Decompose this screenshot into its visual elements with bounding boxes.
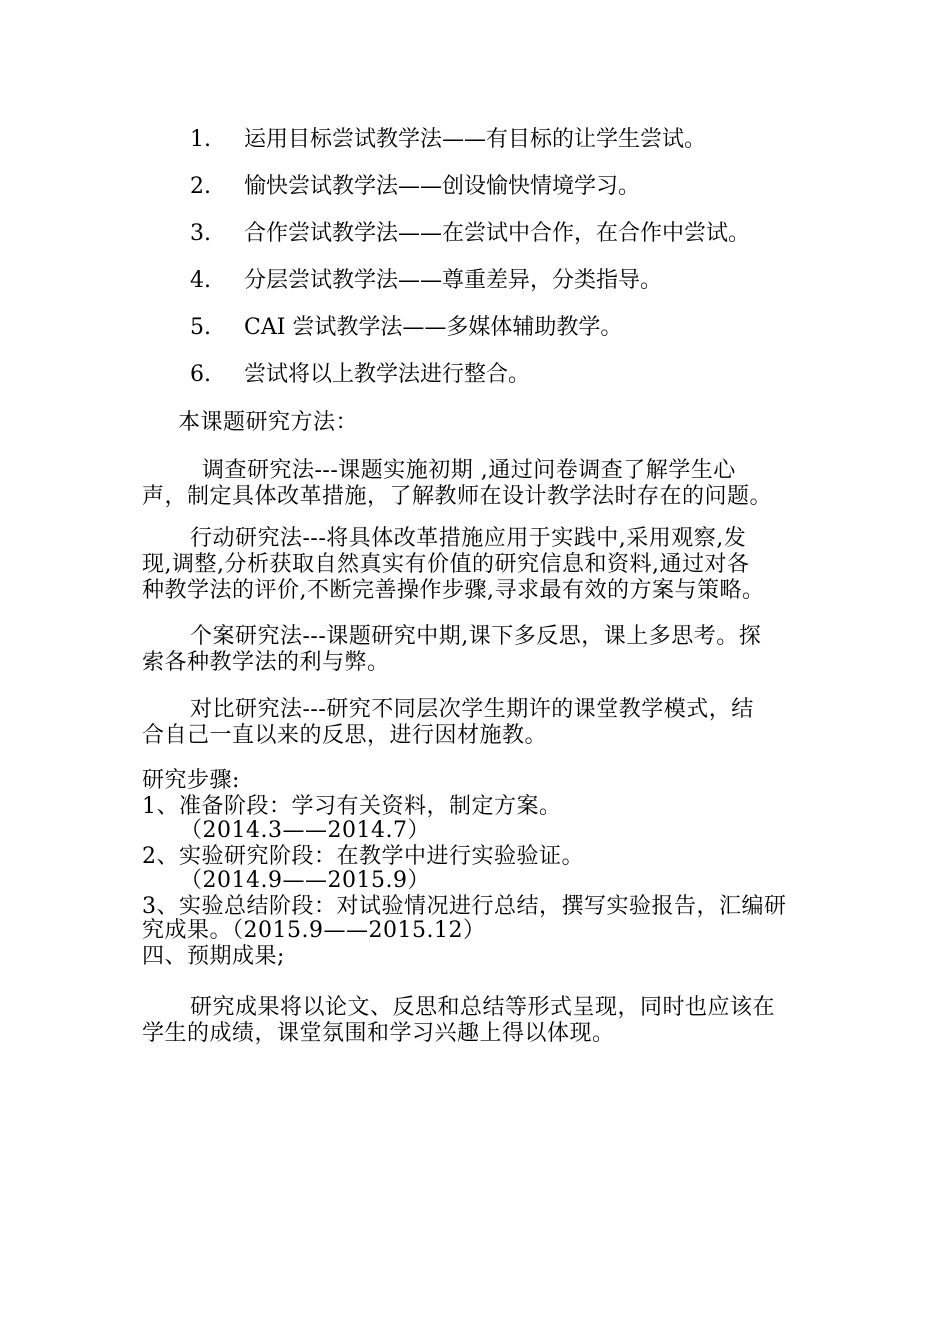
action-method-line: 行动研究法---将具体改革措施应用于实践中,采用观察,发 — [190, 526, 747, 551]
contrast-method-line: 合自己一直以来的反思，进行因材施教。 — [142, 723, 548, 748]
outcome-line: 学生的成绩，课堂氛围和学习兴趣上得以体现。 — [142, 1021, 615, 1046]
action-method-line: 现,调整,分析获取自然真实有价值的研究信息和资料,通过对各 — [142, 552, 750, 577]
list-item-text: 愉快尝试教学法——创设愉快情境学习。 — [244, 174, 641, 199]
case-method-line: 索各种教学法的利与弊。 — [142, 650, 390, 675]
steps-heading: 研究步骤: — [142, 768, 240, 793]
list-item-number: 4. — [190, 268, 211, 293]
step-1-date: （2014.3——2014.7） — [180, 818, 430, 843]
contrast-method-line: 对比研究法---研究不同层次学生期许的课堂教学模式，结 — [190, 697, 754, 722]
step-1: 1、准备阶段：学习有关资料，制定方案。 — [142, 794, 562, 819]
step-3-continued: 究成果。（2015.9——2015.12） — [142, 918, 486, 943]
outcome-line: 研究成果将以论文、反思和总结等形式呈现，同时也应该在 — [190, 995, 776, 1020]
step-3: 3、实验总结阶段：对试验情况进行总结，撰写实验报告，汇编研 — [142, 894, 787, 919]
list-item-text: 合作尝试教学法——在尝试中合作，在合作中尝试。 — [244, 221, 751, 246]
section-4-heading: 四、预期成果; — [142, 944, 285, 969]
survey-method-line: 声，制定具体改革措施，了解教师在设计教学法时存在的问题。 — [142, 484, 773, 509]
action-method-line: 种教学法的评价,不断完善操作步骤,寻求最有效的方案与策略。 — [142, 578, 765, 603]
list-item-text: CAI 尝试教学法——多媒体辅助教学。 — [244, 315, 623, 340]
list-item-text: 尝试将以上教学法进行整合。 — [244, 362, 531, 387]
research-methods-heading: 本课题研究方法： — [178, 410, 359, 435]
list-item-number: 5. — [190, 315, 211, 340]
list-item-number: 2. — [190, 174, 211, 199]
list-item-text: 分层尝试教学法——尊重差异，分类指导。 — [244, 268, 663, 293]
list-item-text: 运用目标尝试教学法——有目标的让学生尝试。 — [244, 127, 707, 152]
survey-method-line: 调查研究法---课题实施初期 ,通过问卷调查了解学生心 — [202, 458, 736, 483]
list-item-number: 1. — [190, 127, 211, 152]
list-item-number: 6. — [190, 362, 211, 387]
step-2: 2、实验研究阶段：在教学中进行实验验证。 — [142, 844, 584, 869]
list-item-number: 3. — [190, 221, 211, 246]
case-method-line: 个案研究法---课题研究中期,课下多反思，课上多思考。探 — [190, 624, 762, 649]
step-2-date: （2014.9——2015.9） — [180, 868, 430, 893]
